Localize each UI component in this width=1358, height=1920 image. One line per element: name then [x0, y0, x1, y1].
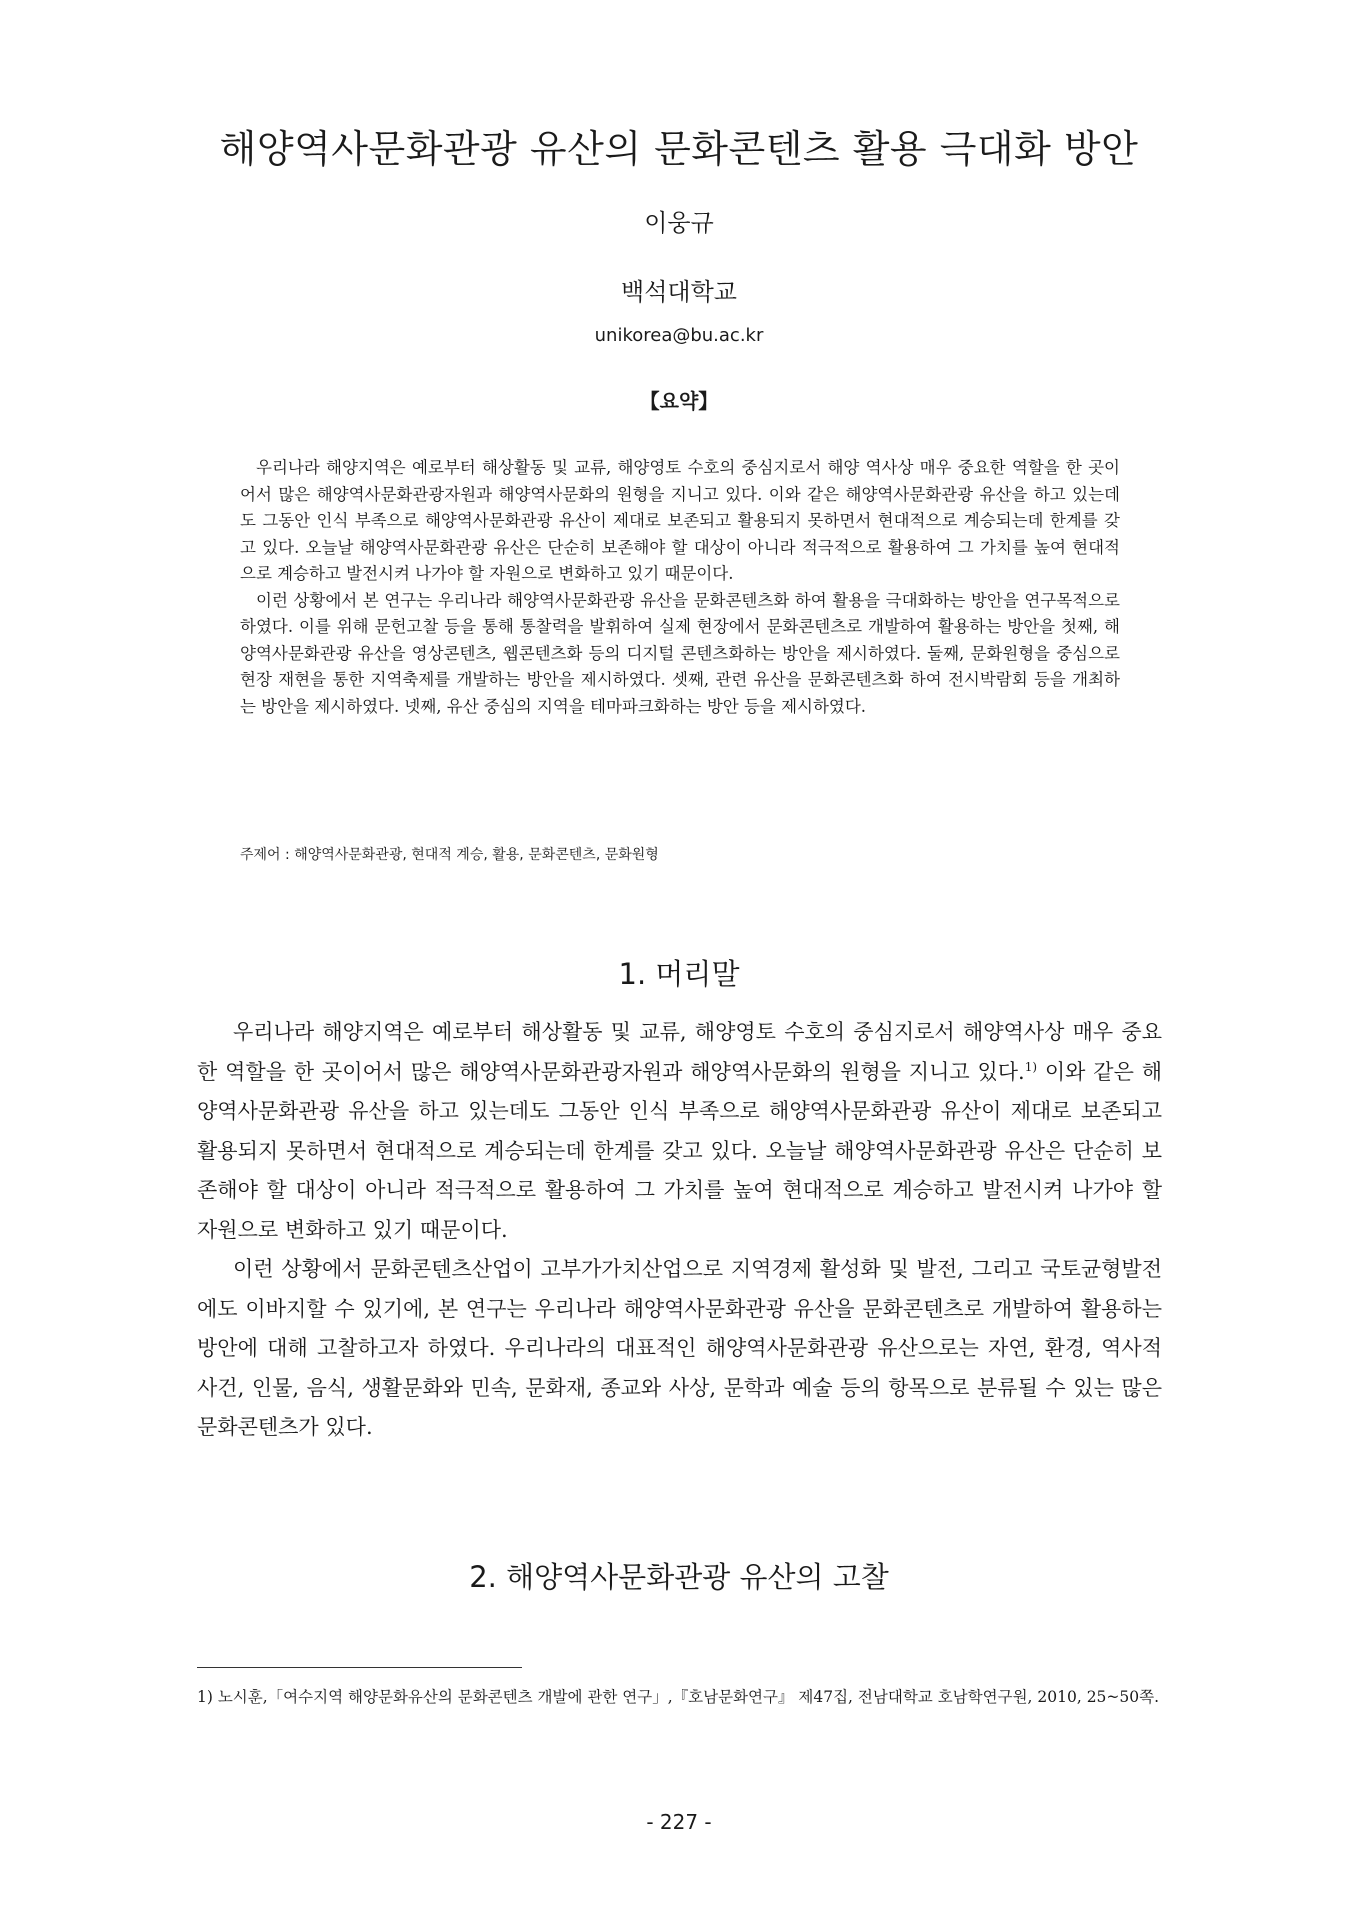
section-title-heritage-review: 2. 해양역사문화관광 유산의 고찰	[469, 1560, 889, 1594]
abstract-body	[240, 455, 1120, 720]
body-text-segment: 이와 같은 해양역사문화관광 유산을 하고 있는데도 그동안 인식 부족으로 해양역사문화관광 유산이 제대로 보존되고 활용되지 못하면서 현대적으로 계승되는데 한계를 갖고 있다. 오늘날 해양역사문화관광 유산은 단순히 보존해야 할 대상이 아니라 적극적으로 활용하여 그 가치를 높여 현대적으로 계승하고 발전시켜 나가야 할 자원으로 변화하고 있기 때문이다.	[197, 1059, 1162, 1242]
author-email: unikorea@bu.ac.kr	[594, 325, 764, 346]
body-paragraph: 이런 상황에서 문화콘텐츠산업이 고부가가치산업으로 지역경제 활성화 및 발전, 그리고 국토균형발전에도 이바지할 수 있기에, 본 연구는 우리나라 해양역사문화관광 유산을 문화콘텐츠로 개발하여 활용하는 방안에 대해 고찰하고자 하였다. 우리나라의 대표적인 해양역사문화관광 유산으로는 자연, 환경, 역사적 사건, 인물, 음식, 생활문화와 민속, 문화재, 종교와 사상, 문학과 예술 등의 항목으로 분류될 수 있는 많은 문화콘텐츠가 있다.	[197, 1257, 1162, 1439]
page-number: - 227 -	[646, 1810, 712, 1834]
abstract-heading: 【요약】	[639, 389, 719, 413]
abstract-paragraph: 우리나라 해양지역은 예로부터 해상활동 및 교류, 해양영토 수호의 중심지로서 해양 역사상 매우 중요한 역할을 한 곳이어서 많은 해양역사문화관광자원과 해양역사문화의 원형을 지니고 있다. 이와 같은 해양역사문화관광 유산을 하고 있는데도 그동안 인식 부족으로 해양역사문화관광 유산이 제대로 보존되고 활용되지 못하면서 현대적으로 계승되는데 한계를 갖고 있다. 오늘날 해양역사문화관광 유산은 단순히 보존해야 할 대상이 아니라 적극적으로 활용하여 그 가치를 높여 현대적으로 계승하고 발전시켜 나가야 할 자원으로 변화하고 있기 때문이다.	[240, 458, 1120, 583]
abstract-paragraph: 이런 상황에서 본 연구는 우리나라 해양역사문화관광 유산을 문화콘텐츠화 하여 활용을 극대화하는 방안을 연구목적으로 하였다. 이를 위해 문헌고찰 등을 통해 통찰력을 발휘하여 실제 현장에서 문화콘텐츠로 개발하여 활용하는 방안을 첫째, 해양역사문화관광 유산을 영상콘텐츠, 웹콘텐츠화 등의 디지털 콘텐츠화하는 방안을 제시하였다. 둘째, 문화원형을 중심으로 현장 재현을 통한 지역축제를 개발하는 방안을 제시하였다. 셋째, 관련 유산을 문화콘텐츠화 하여 전시박람회 등을 개최하는 방안을 제시하였다. 넷째, 유산 중심의 지역을 테마파크화하는 방안 등을 제시하였다.	[240, 590, 1120, 716]
author-name: 이웅규	[644, 209, 714, 237]
body-text-segment: 우리나라 해양지역은 예로부터 해상활동 및 교류, 해양영토 수호의 중심지로서 해양역사상 매우 중요한 역할을 한 곳이어서 많은 해양역사문화관광자원과 해양역사문화의 원형을 지니고 있다.	[197, 1020, 1162, 1084]
footnote-reference[interactable]: 1)	[1024, 1059, 1038, 1074]
keywords: 주제어 : 해양역사문화관광, 현대적 계승, 활용, 문화콘텐츠, 문화원형	[240, 847, 659, 863]
section-body-introduction	[197, 1013, 1162, 1448]
section-title-introduction: 1. 머리말	[618, 957, 740, 991]
author-affiliation: 백석대학교	[621, 278, 737, 306]
paper-title: 해양역사문화관광 유산의 문화콘텐츠 활용 극대화 방안	[219, 127, 1139, 171]
footnote-divider	[197, 1667, 522, 1668]
body-paragraph	[197, 1013, 1162, 1250]
footnote: 1) 노시훈,「여수지역 해양문화유산의 문화콘텐츠 개발에 관한 연구」,『호남문화연구』 제47집, 전남대학교 호남학연구원, 2010, 25~50쪽.	[197, 1688, 1160, 1706]
